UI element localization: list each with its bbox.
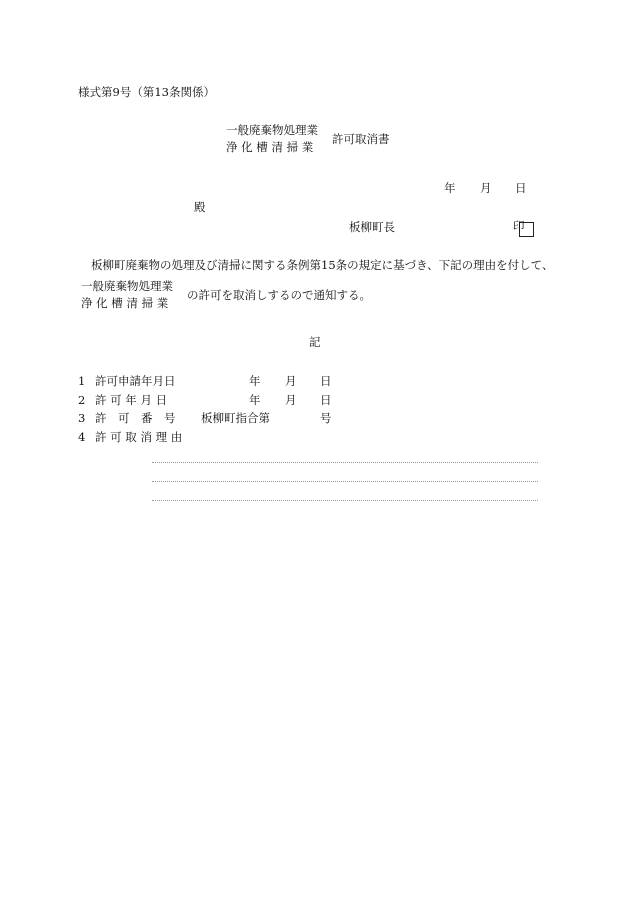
- date-year: 年: [444, 181, 456, 195]
- item-1-number: 1: [78, 374, 86, 388]
- body-business-line-1: 一般廃棄物処理業: [81, 279, 173, 293]
- body-sentence-2: の許可を取消しするので通知する。: [187, 288, 371, 302]
- date-day: 日: [515, 181, 527, 195]
- title-doc-name: 許可取消書: [332, 132, 390, 146]
- body-business-types: [81, 281, 173, 309]
- title-business-line-2: 浄 化 槽 清 掃 業: [226, 139, 314, 154]
- sender-name: 板柳町長: [349, 220, 395, 234]
- form-number: 様式第9号（第13条関係）: [78, 85, 215, 99]
- item-1-year: 年: [249, 374, 261, 388]
- title-business-line-1: 一般廃棄物処理業: [226, 123, 318, 137]
- seal-mark: 印: [513, 219, 525, 233]
- item-3-prefix: 板柳町指合第: [201, 411, 270, 425]
- item-3-label: 許 可 番 号: [95, 411, 176, 425]
- date-month: 月: [480, 181, 492, 195]
- item-3-suffix: 号: [320, 411, 332, 425]
- item-4-label: 許 可 取 消 理 由: [95, 430, 183, 444]
- title-business-types: [226, 125, 318, 153]
- item-1-month: 月: [285, 374, 297, 388]
- reason-line-2: [152, 481, 538, 482]
- body-business-line-2: 浄 化 槽 清 掃 業: [81, 295, 169, 310]
- ki-heading: 記: [309, 335, 321, 349]
- item-1-label: 許可申請年月日: [95, 374, 176, 388]
- item-2-label: 許 可 年 月 日: [95, 393, 168, 407]
- item-2-number: 2: [78, 393, 86, 407]
- body-sentence-1: 板柳町廃棄物の処理及び清掃に関する条例第15条の規定に基づき、下記の理由を付して、: [91, 258, 554, 272]
- item-2-year: 年: [249, 393, 261, 407]
- addressee-suffix: 殿: [194, 200, 206, 214]
- item-4-number: 4: [78, 430, 86, 444]
- item-3-number: 3: [78, 411, 86, 425]
- item-2-day: 日: [320, 393, 332, 407]
- item-1-day: 日: [320, 374, 332, 388]
- reason-line-3: [152, 500, 538, 501]
- reason-line-1: [152, 462, 538, 463]
- item-2-month: 月: [285, 393, 297, 407]
